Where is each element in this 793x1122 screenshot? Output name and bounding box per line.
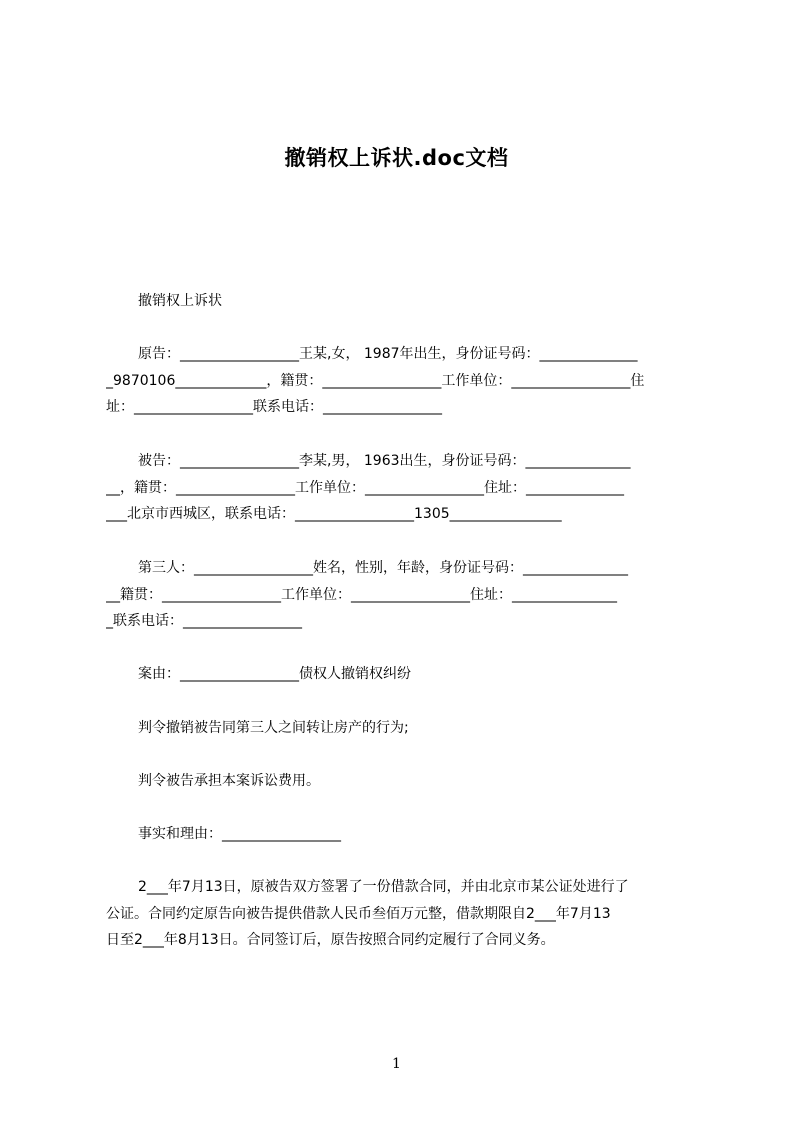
defendant-line-3: ___北京市西城区，联系电话：_________________1305________________ xyxy=(106,506,562,522)
defendant-paragraph xyxy=(106,448,706,528)
facts-line-3: 日至2___年8月13日。合同签订后，原告按照合同约定履行了合同义务。 xyxy=(106,932,555,948)
defendant-line-2: __，籍贯：_________________工作单位：_________________住址：______________ xyxy=(106,479,624,496)
plaintiff-line-3: 址：_________________联系电话：_________________ xyxy=(106,399,442,415)
complaint-heading xyxy=(106,288,706,315)
third-party-line-2: __籍贯：_________________工作单位：_________________住址：_______________ xyxy=(106,586,617,603)
claim-1-text: 判令撤销被告同第三人之间转让房产的行为; xyxy=(138,720,409,736)
facts-paragraph xyxy=(106,874,706,954)
facts-heading-paragraph xyxy=(106,821,706,848)
plaintiff-paragraph xyxy=(106,341,706,421)
third-party-line-1: 第三人：_________________姓名，性别，年龄，身份证号码：_______________ xyxy=(138,560,628,576)
cause-paragraph xyxy=(106,661,706,688)
plaintiff-line-1: 原告：_________________王某,女， 1987年出生，身份证号码：______________ xyxy=(138,346,638,362)
page-number: 1 xyxy=(392,1056,401,1072)
cause-text: 案由：_________________债权人撤销权纠纷 xyxy=(138,666,411,682)
third-party-paragraph xyxy=(106,555,706,635)
claim-2-text: 判令被告承担本案诉讼费用。 xyxy=(138,773,320,789)
complaint-heading-text: 撤销权上诉状 xyxy=(138,293,222,309)
defendant-line-1: 被告：_________________李某,男， 1963出生，身份证号码：_______________ xyxy=(138,453,631,469)
claim-2-paragraph xyxy=(106,768,706,795)
document-title: 撤销权上诉状.doc文档 xyxy=(284,146,509,170)
facts-line-2: 公证。合同约定原告向被告提供借款人民币叁佰万元整，借款期限自2___年7月13 xyxy=(106,905,611,922)
facts-line-1: 2___年7月13日，原被告双方签署了一份借款合同，并由北京市某公证处进行了 xyxy=(138,879,629,895)
claim-1-paragraph xyxy=(106,715,706,742)
third-party-line-3: _联系电话：_________________ xyxy=(106,613,302,629)
plaintiff-line-2: _9870106_____________，籍贯：_________________工作单位：_________________住 xyxy=(106,372,645,389)
facts-heading-text: 事实和理由：_________________ xyxy=(138,826,341,842)
